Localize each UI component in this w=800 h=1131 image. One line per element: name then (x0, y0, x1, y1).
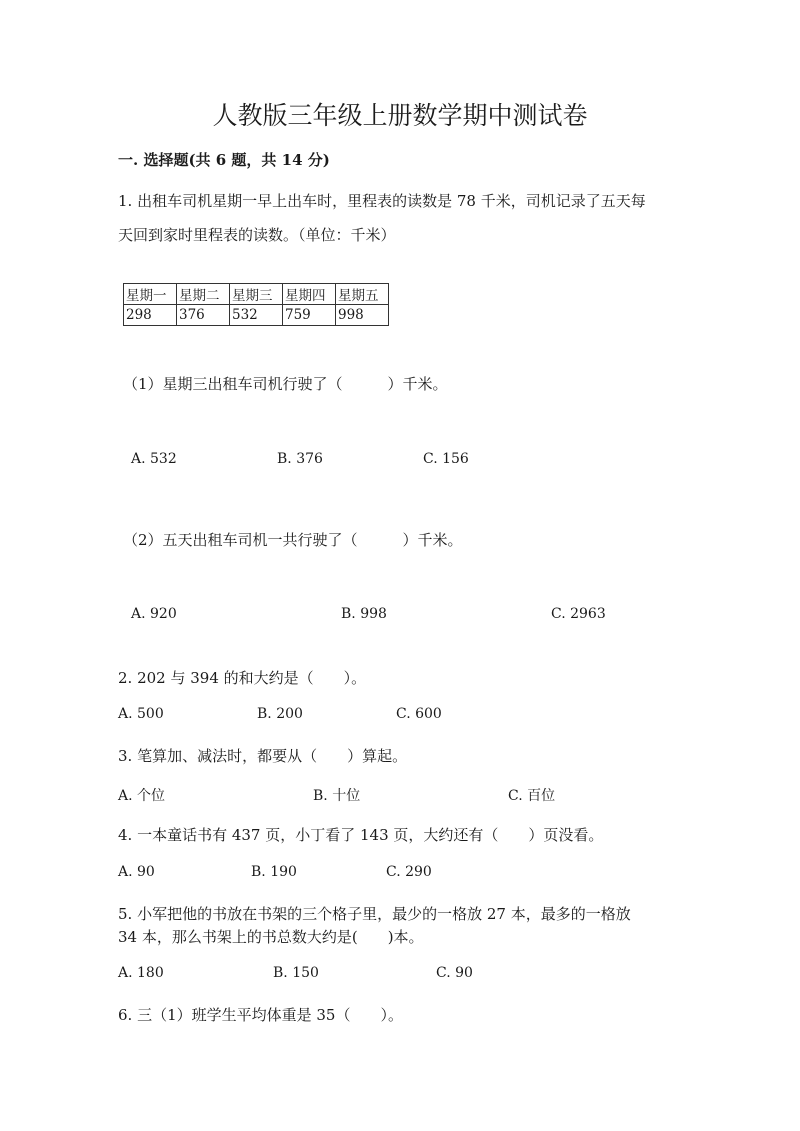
question-6: 6. 三（1）班学生平均体重是 35（ ）。 (118, 1006, 403, 1024)
table-row (124, 305, 389, 326)
table-header-cell: 星期四 (283, 284, 336, 305)
option-a: A. 920 (131, 606, 177, 622)
option-a: A. 500 (118, 706, 164, 722)
question-5-line-1: 5. 小军把他的书放在书架的三个格子里，最少的一格放 27 本，最多的一格放 (118, 905, 631, 923)
option-b: B. 190 (251, 864, 297, 880)
table-header-cell: 星期三 (230, 284, 283, 305)
table-header-cell: 星期二 (177, 284, 230, 305)
option-c: C. 百位 (508, 788, 556, 804)
odometer-table (123, 283, 389, 326)
question-2: 2. 202 与 394 的和大约是（ ）。 (118, 669, 367, 687)
option-a: A. 90 (118, 864, 155, 880)
table-header-cell: 星期五 (336, 284, 389, 305)
option-c: C. 290 (386, 864, 432, 880)
table-cell: 298 (124, 305, 177, 326)
option-b: B. 998 (341, 606, 387, 622)
option-b: B. 十位 (313, 788, 361, 804)
option-c: C. 156 (423, 451, 469, 467)
question-1-line-1: 1. 出租车司机星期一早上出车时，里程表的读数是 78 千米，司机记录了五天每 (118, 192, 646, 210)
option-c: C. 90 (436, 965, 473, 981)
question-3: 3. 笔算加、减法时，都要从（ ）算起。 (118, 747, 408, 765)
option-c: C. 2963 (551, 606, 606, 622)
option-b: B. 376 (277, 451, 323, 467)
option-c: C. 600 (396, 706, 442, 722)
table-cell: 532 (230, 305, 283, 326)
table-header-cell: 星期一 (124, 284, 177, 305)
question-5-line-2: 34 本，那么书架上的书总数大约是( )本。 (118, 928, 424, 946)
question-4: 4. 一本童话书有 437 页，小丁看了 143 页，大约还有（ ）页没看。 (118, 826, 604, 844)
table-cell: 998 (336, 305, 389, 326)
option-b: B. 150 (273, 965, 319, 981)
question-1-sub-1: （1）星期三出租车司机行驶了（ ）千米。 (123, 375, 448, 393)
question-1-line-2: 天回到家时里程表的读数。（单位：千米） (118, 226, 396, 244)
option-a: A. 180 (118, 965, 164, 981)
table-header-row (124, 284, 389, 305)
page-title: 人教版三年级上册数学期中测试卷 (212, 101, 588, 130)
question-1-sub-2: （2）五天出租车司机一共行驶了（ ）千米。 (123, 531, 463, 549)
section-heading: 一. 选择题(共 6 题，共 14 分) (118, 151, 330, 169)
option-a: A. 532 (131, 451, 177, 467)
table-cell: 376 (177, 305, 230, 326)
table-cell: 759 (283, 305, 336, 326)
option-b: B. 200 (257, 706, 303, 722)
option-a: A. 个位 (118, 788, 166, 804)
